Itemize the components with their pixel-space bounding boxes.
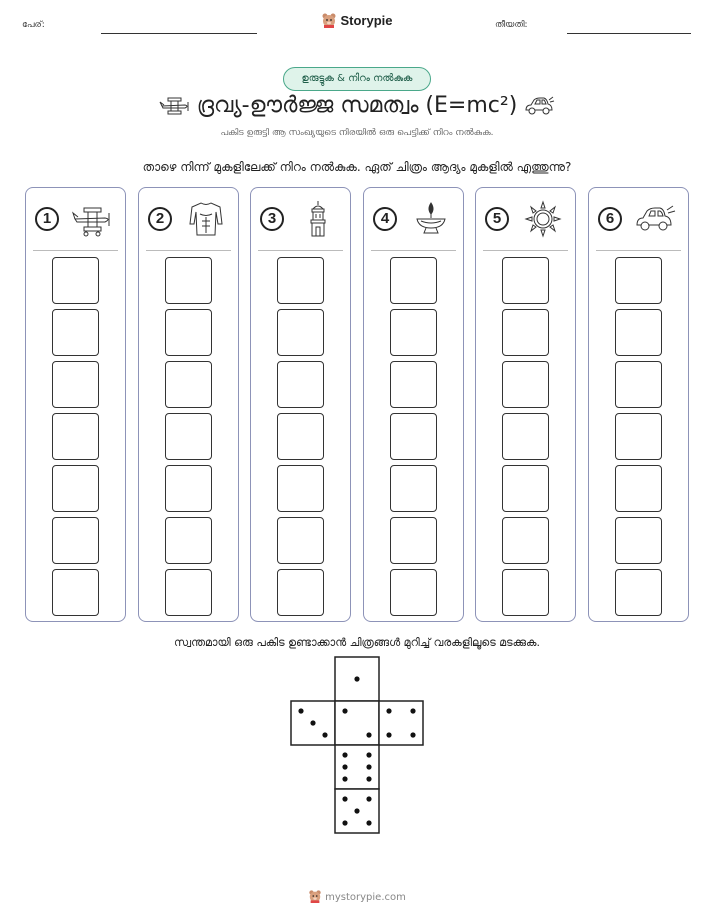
footer-url[interactable]: mystorypie.com xyxy=(325,892,406,903)
pip xyxy=(410,732,415,737)
activity-badge: ഉരുട്ടുക & നിറം നൽകുക xyxy=(283,67,431,91)
column-number: 2 xyxy=(148,207,172,231)
pip xyxy=(342,776,347,781)
pip xyxy=(342,820,347,825)
pip xyxy=(322,732,327,737)
pip xyxy=(298,708,303,713)
pip xyxy=(410,708,415,713)
column-number: 3 xyxy=(260,207,284,231)
instruction: താഴെ നിന്ന് മുകളിലേക്ക് നിറം നൽകുക. ഏത് ചിത്രം ആദ്യം മുകളിൽ എത്തുന്നു? xyxy=(142,160,572,174)
title-text: ദ്രവ്യ-ഊർജ്ജ സമത്വം (E=mc²) xyxy=(196,93,518,118)
pip xyxy=(354,676,359,681)
pip xyxy=(310,720,315,725)
pip xyxy=(354,808,359,813)
pip xyxy=(386,732,391,737)
bear-logo-icon xyxy=(308,889,322,903)
dice-instruction: സ്വന്തമായി ഒരു പകിട ഉണ്ടാക്കാൻ ചിത്രങ്ങൾ മുറിച്ച് വരകളിലൂടെ മടക്കുക. xyxy=(174,636,540,649)
pip xyxy=(366,732,371,737)
dice-face-bottom xyxy=(335,745,379,789)
pip xyxy=(342,752,347,757)
name-label: പേര്: xyxy=(22,20,45,30)
pip xyxy=(366,820,371,825)
pip xyxy=(342,796,347,801)
footer xyxy=(0,889,714,903)
pip xyxy=(366,796,371,801)
pip xyxy=(366,764,371,769)
pip xyxy=(366,752,371,757)
column-number: 5 xyxy=(485,207,509,231)
pip xyxy=(366,776,371,781)
column-number: 6 xyxy=(598,207,622,231)
subtitle: പകിട ഉരുട്ടി ആ സംഖ്യയുടെ നിരയിൽ ഒരു പെട്ടിക്ക് നിറം നൽകുക. xyxy=(220,128,494,138)
pip xyxy=(342,708,347,713)
date-label: തീയതി: xyxy=(495,20,528,30)
pip xyxy=(342,764,347,769)
dice-face-center xyxy=(335,701,379,745)
pip xyxy=(386,708,391,713)
brand-name: Storypie xyxy=(340,13,393,28)
column-number: 4 xyxy=(373,207,397,231)
dice-face-right xyxy=(379,701,423,745)
column-number: 1 xyxy=(35,207,59,231)
